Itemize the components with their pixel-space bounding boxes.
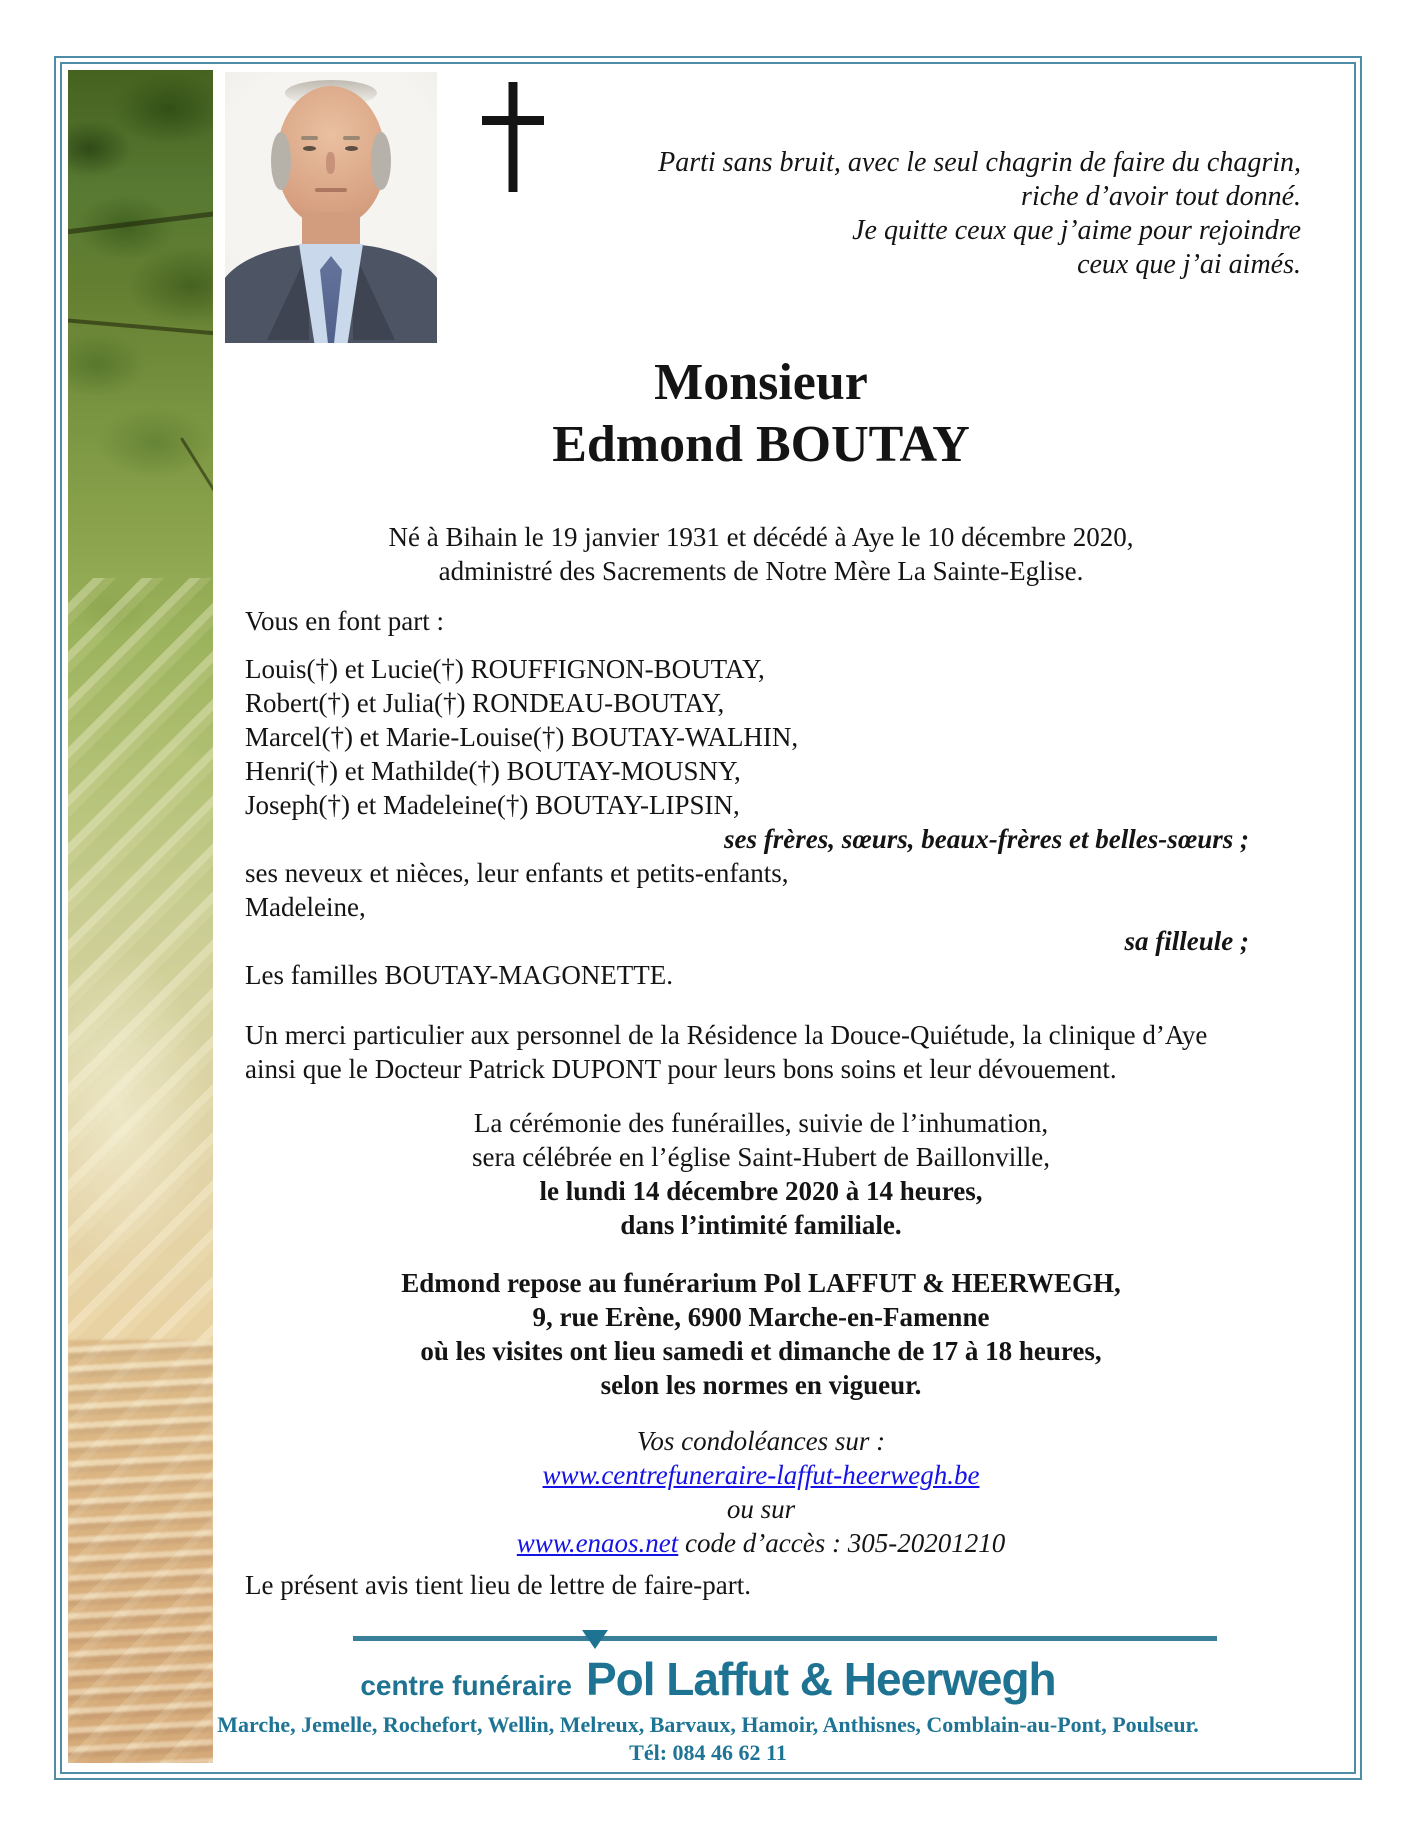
family-line: Henri(†) et Mathilde(†) BOUTAY-MOUSNY, (245, 756, 741, 786)
portrait-hair (271, 132, 291, 190)
cross-icon (482, 82, 544, 192)
condolences-link-primary[interactable]: www.centrefuneraire-laffut-heerwegh.be (542, 1460, 980, 1490)
announcement-label: Vous en font part : (245, 606, 444, 636)
family-line: Louis(†) et Lucie(†) ROUFFIGNON-BOUTAY, (245, 654, 765, 684)
legal-notice: Le présent avis tient lieu de lettre de faire-part. (245, 1570, 752, 1600)
ceremony-block (245, 1106, 1277, 1242)
repose-address-line: 9, rue Erène, 6900 Marche-en-Famenne (532, 1302, 990, 1332)
family-line: Marcel(†) et Marie-Louise(†) BOUTAY-WALHIN, (245, 722, 799, 752)
ceremony-privacy-line: dans l’intimité familiale. (620, 1210, 902, 1240)
thanks-paragraph (245, 1018, 1277, 1086)
enaos-link[interactable]: www.enaos.net (516, 1528, 679, 1558)
portrait-brow (343, 136, 360, 140)
brand-small-label: centre funéraire (360, 1670, 572, 1701)
condolences-block (245, 1424, 1277, 1560)
nephews-line: ses neveux et nièces, leur enfants et petits-enfants, (245, 858, 789, 888)
family-line: Joseph(†) et Madeleine(†) BOUTAY-LIPSIN, (245, 790, 740, 820)
deceased-name: Edmond BOUTAY (552, 416, 970, 473)
deceased-title-block (245, 352, 1277, 476)
condolences-link-row (245, 1458, 1277, 1492)
epitaph-line: ceux que j’ai aimés. (1077, 249, 1301, 280)
card-body (245, 352, 1277, 1602)
funeral-home-logo (60, 1652, 1356, 1706)
epitaph-line: riche d’avoir tout donné. (1021, 181, 1301, 212)
goddaughter-name: Madeleine, (245, 892, 366, 922)
epitaph-quote (541, 146, 1301, 282)
portrait-mouth (315, 188, 347, 192)
relation-siblings: ses frères, sœurs, beaux-frères et belles-sœurs ; (724, 824, 1249, 854)
relation-goddaughter: sa filleule ; (1124, 926, 1249, 956)
portrait-eye (303, 146, 316, 151)
nature-photo (68, 70, 213, 1763)
repose-rules-line: selon les normes en vigueur. (600, 1370, 922, 1400)
condolences-label: Vos condoléances sur : (636, 1426, 886, 1456)
deceased-salutation: Monsieur (654, 354, 868, 411)
or-label: ou sur (726, 1494, 796, 1524)
ceremony-date-line: le lundi 14 décembre 2020 à 14 heures, (539, 1176, 983, 1206)
footer-rule (353, 1636, 1217, 1641)
portrait-hair (371, 132, 391, 190)
sacraments-line: administré des Sacrements de Notre Mère La Sainte-Eglise. (438, 556, 1084, 586)
access-code: code d’accès : 305-20201210 (678, 1528, 1006, 1558)
families-line: Les familles BOUTAY-MAGONETTE. (245, 960, 674, 990)
phone-line: Tél: 084 46 62 11 (629, 1740, 787, 1765)
repose-block (245, 1266, 1277, 1402)
epitaph-line: Je quitte ceux que j’aime pour rejoindre (852, 215, 1301, 246)
thanks-line: Un merci particulier aux personnel de la Résidence la Douce-Quiétude, la clinique d’Aye (245, 1020, 1208, 1050)
cities-line: Marche, Jemelle, Rochefort, Wellin, Melreux, Barvaux, Hamoir, Anthisnes, Comblain-au-Pont, Poulseur. (217, 1712, 1199, 1737)
brand-large-label (586, 1652, 1056, 1706)
birth-death-block (245, 520, 1277, 588)
repose-visits-line: où les visites ont lieu samedi et dimanche de 17 à 18 heures, (420, 1336, 1102, 1366)
portrait-brow (301, 136, 318, 140)
epitaph-line: Parti sans bruit, avec le seul chagrin de faire du chagrin, (658, 147, 1301, 178)
thanks-line: ainsi que le Docteur Patrick DUPONT pour leurs bons soins et leur dévouement. (245, 1054, 1117, 1084)
enaos-row (245, 1526, 1277, 1560)
portrait-eye (345, 146, 358, 151)
family-list (245, 652, 1277, 822)
logo-triangle-icon (582, 1630, 608, 1649)
brand-large-text: Pol Laffut & Heerwegh (585, 1653, 1056, 1705)
portrait-nose (326, 152, 335, 174)
ceremony-line: La cérémonie des funérailles, suivie de l’inhumation, (473, 1108, 1049, 1138)
birth-death-line: Né à Bihain le 19 janvier 1931 et décédé à Aye le 10 décembre 2020, (388, 522, 1134, 552)
portrait-photo (225, 72, 437, 343)
family-line: Robert(†) et Julia(†) RONDEAU-BOUTAY, (245, 688, 725, 718)
ceremony-line: sera célébrée en l’église Saint-Hubert de Baillonville, (471, 1142, 1051, 1172)
repose-line: Edmond repose au funérarium Pol LAFFUT & HEERWEGH, (401, 1268, 1121, 1298)
